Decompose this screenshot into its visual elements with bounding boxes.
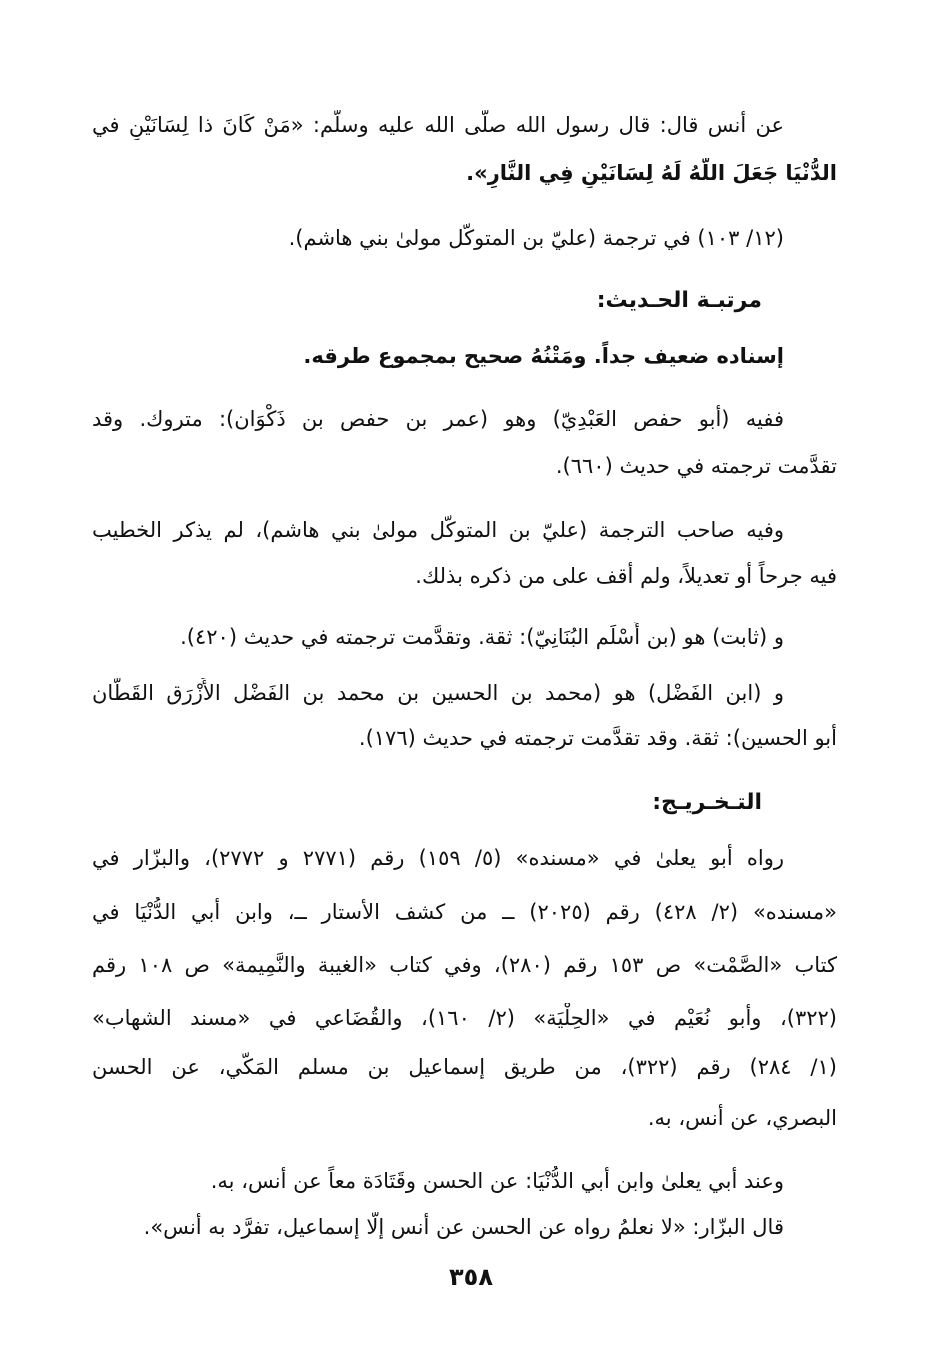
bazzar-quote: قال البزّار: «لا نعلمُ رواه عن الحسن عن أنس إلّا إسماعيل، تفرَّد به أنس». [143, 1215, 784, 1239]
section-heading-hadith-rank: مرتبـة الحـديث: [596, 288, 762, 313]
narrator-note-4-line-1: و (ابن الفَضْل) هو (محمد بن الحسين بن محمد بن الفَضْل الأَزْرَق القَطَّان [92, 681, 784, 705]
narrator-note-2-line-2: فيه جرحاً أو تعديلاً، ولم أقف على من ذكره بذلك. [415, 564, 837, 588]
narrator-note-4-line-2: أبو الحسين): ثقة. وقد تقدَّمت ترجمته في حديث (١٧٦). [358, 726, 837, 750]
narrator-note-1-line-1: ففيه (أبو حفص العَبْدِيّ) وهو (عمر بن حفص بن ذَكْوَان): متروك. وقد [92, 407, 784, 431]
rank-verdict: إسناده ضعيف جداً. ومَتْنُهُ صحيح بمجموع طرقه. [303, 344, 784, 368]
takhrij-line-6: البصري، عن أنس، به. [647, 1106, 837, 1130]
narrator-note-2-line-1: وفيه صاحب الترجمة (عليّ بن المتوكّل مولىٰ بني هاشم)، لم يذكر الخطيب [92, 518, 784, 542]
section-heading-takhrij: التـخـريـج: [652, 790, 762, 815]
translation-reference: (١٢/ ١٠٣) في ترجمة (عليّ بن المتوكّل مولىٰ بني هاشم). [288, 226, 784, 250]
takhrij-line-3: كتاب «الصَّمْت» ص ١٥٣ رقم (٢٨٠)، وفي كتاب «الغيبة والنَّمِيمة» ص ١٠٨ رقم [92, 953, 837, 977]
takhrij-line-2: «مسنده» (٢/ ٤٢٨) رقم (٢٠٢٥) ــ من كشف الأستار ــ، وابن أبي الدُّنْيَا في [92, 900, 837, 924]
hadith-text-line-2: الدُّنْيَا جَعَلَ اللَّهُ لَهُ لِسَانَيْنِ فِي النَّارِ». [466, 161, 837, 185]
takhrij-line-1: رواه أبو يعلىٰ في «مسنده» (٥/ ١٥٩) رقم (٢٧٧١ و ٢٧٧٢)، والبزّار في [92, 846, 784, 870]
page-number: ٣٥٨ [449, 1263, 493, 1291]
hadith-text-line-1: عن أنس قال: قال رسول الله صلّى الله عليه وسلّم: «مَنْ كَانَ ذا لِسَانَيْنِ في [92, 113, 784, 137]
takhrij-line-5: (١/ ٢٨٤) رقم (٣٢٢)، من طريق إسماعيل بن مسلم المَكّي، عن الحسن [92, 1055, 837, 1079]
narrator-note-1-line-2: تقدَّمت ترجمته في حديث (٦٦٠). [555, 454, 837, 478]
takhrij-line-4: (٣٢٢)، وأبو نُعَيْم في «الحِلْيَة» (٢/ ١٦٠)، والقُضَاعي في «مسند الشهاب» [92, 1006, 837, 1030]
takhrij-note: وعند أبي يعلىٰ وابن أبي الدُّنْيَا: عن الحسن وقَتَادَة معاً عن أنس، به. [210, 1169, 784, 1193]
narrator-note-3: و (ثابت) هو (بن أَسْلَم البُنَانِيّ): ثقة. وتقدَّمت ترجمته في حديث (٤٢٠). [180, 625, 784, 649]
